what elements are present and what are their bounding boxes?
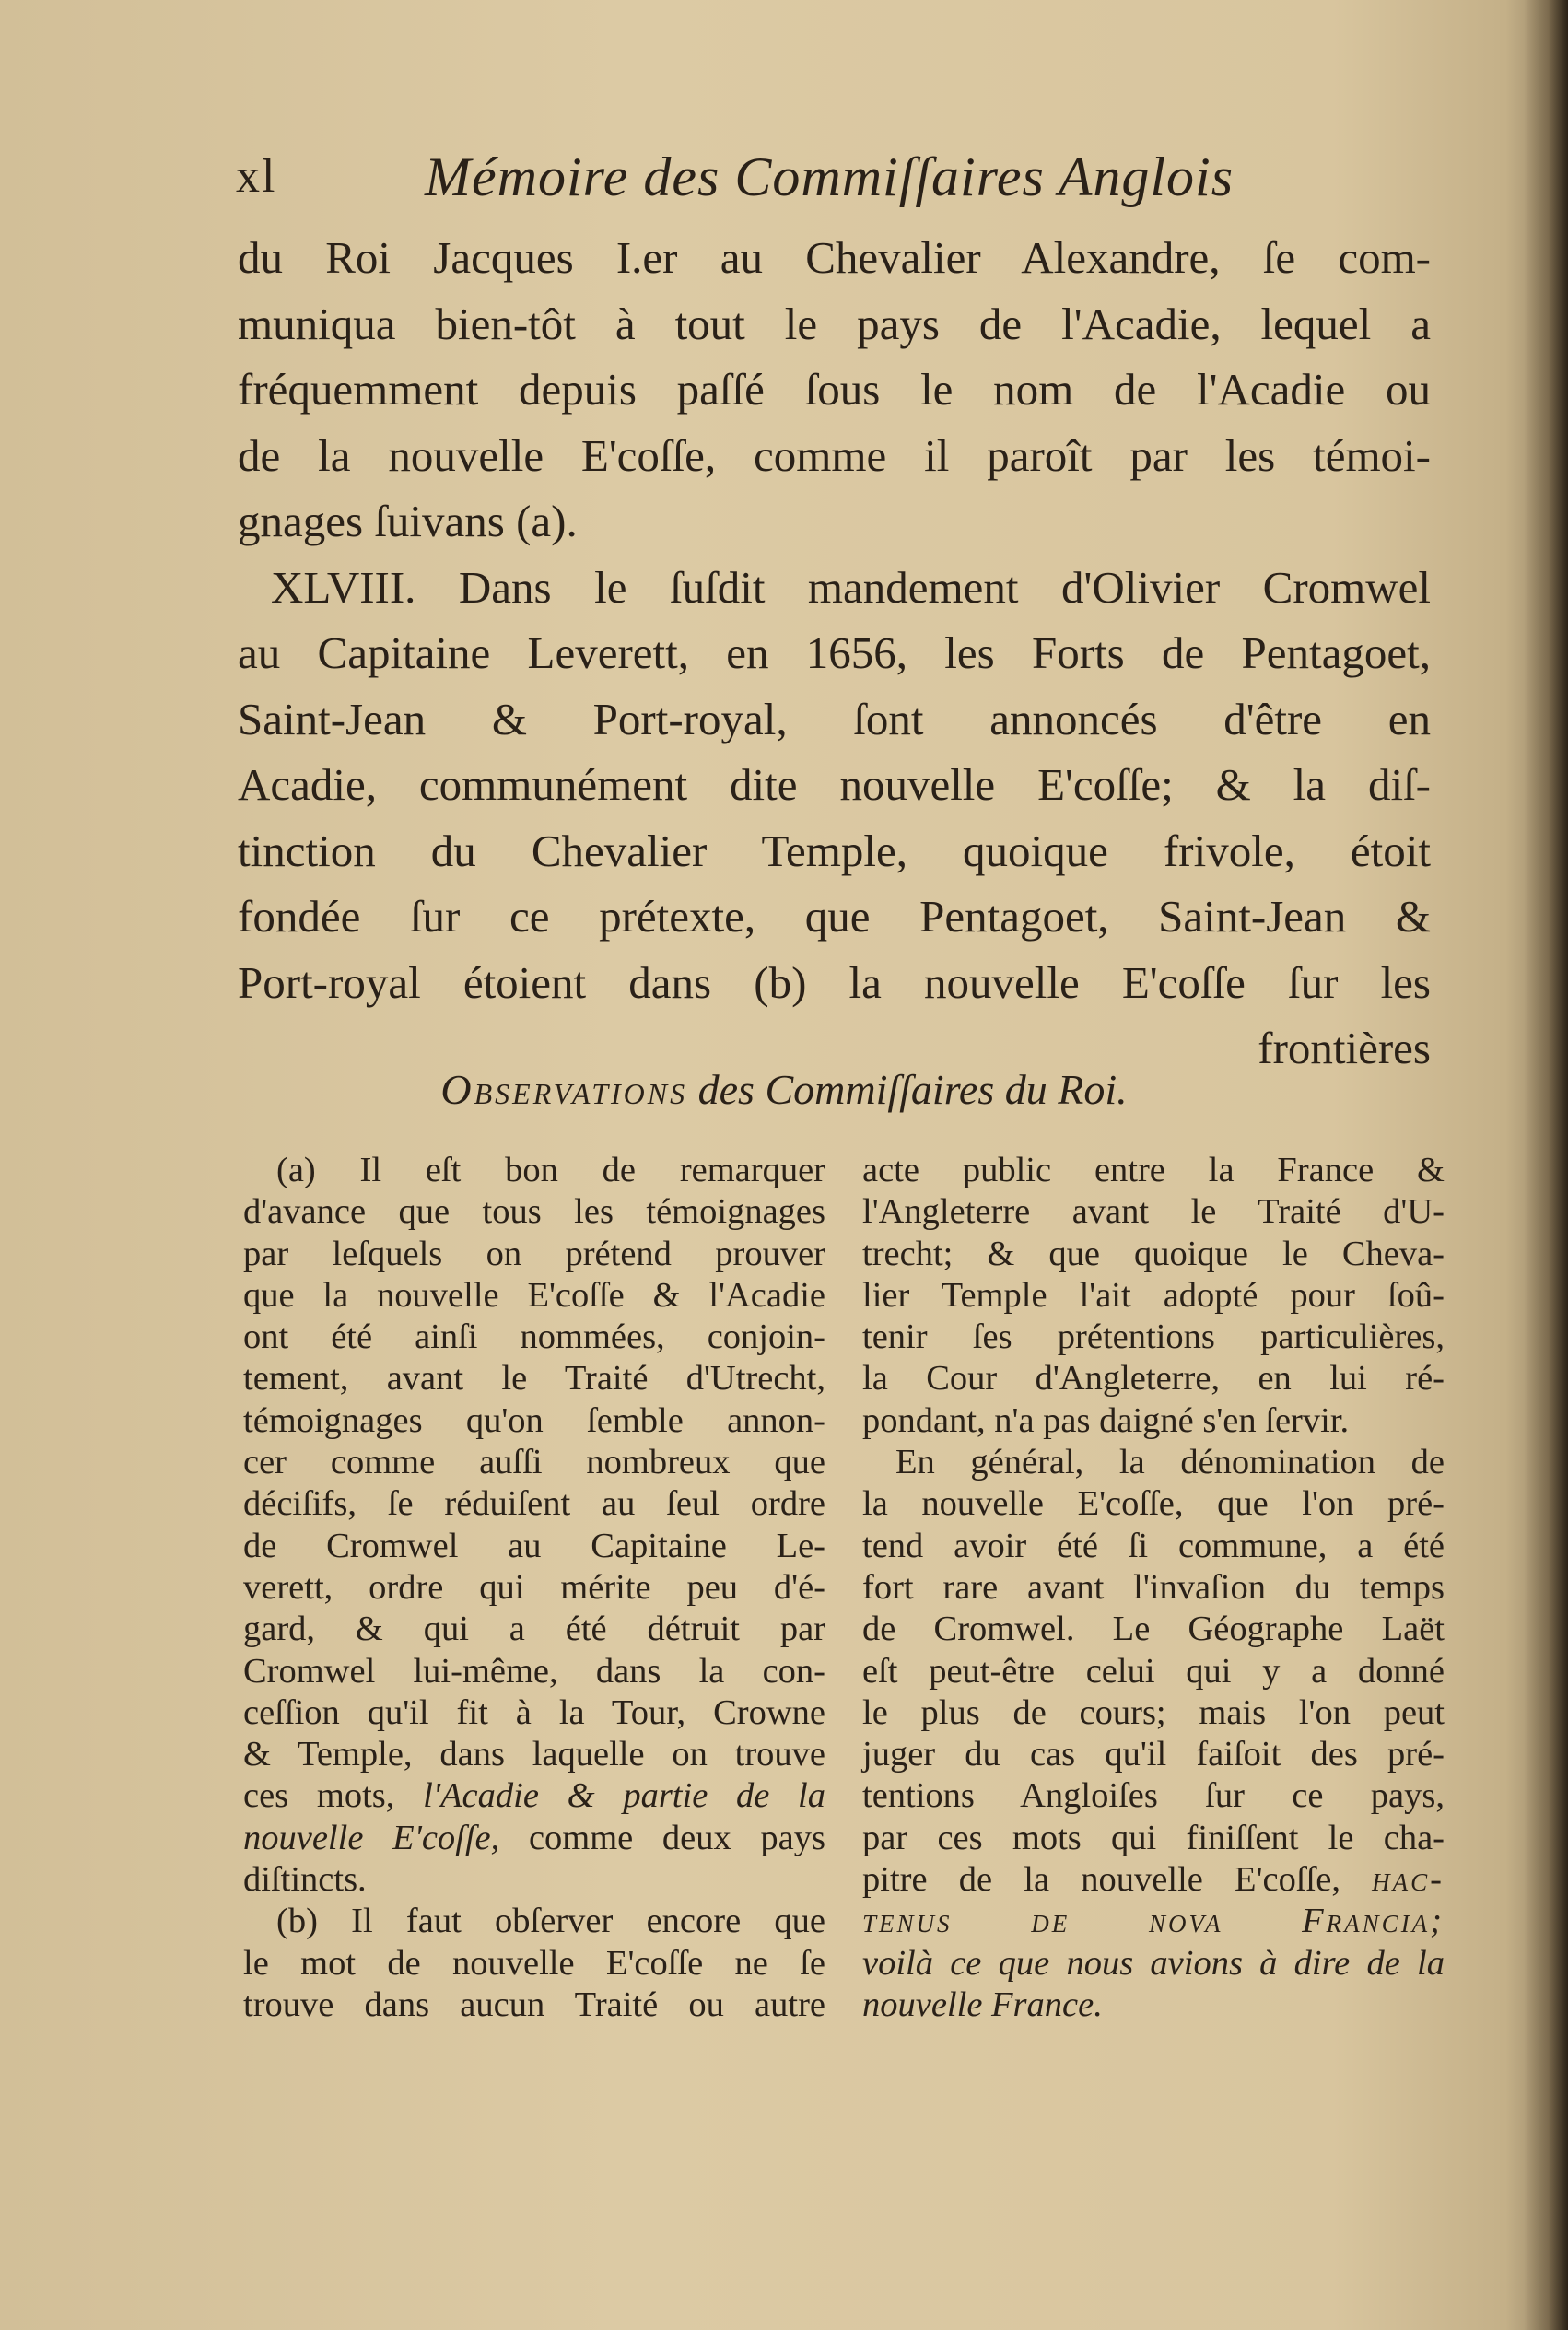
text-line: Saint-Jean & Port-royal, ſont annoncés d'être en bbox=[238, 693, 1431, 744]
text-line: XLVIII. Dans le ſuſdit mandement d'Olivier Cromwel bbox=[271, 561, 1431, 613]
text-line: tinction du Chevalier Temple, quoique frivole, étoit bbox=[238, 825, 1431, 876]
text-line: fondée ſur ce prétexte, que Pentagoet, Saint-Jean & bbox=[238, 891, 1431, 942]
note-line: (a) Il eſt bon de remarquer bbox=[276, 1151, 825, 1189]
note-line: le plus de cours; mais l'on peut bbox=[862, 1692, 1445, 1732]
note-line: la nouvelle E'coſſe, que l'on pré- bbox=[862, 1484, 1445, 1524]
note-line bbox=[243, 1818, 825, 1859]
note-line: En général, la dénomination de bbox=[895, 1443, 1445, 1482]
note-line: l'Angleterre avant le Traité d'U- bbox=[862, 1192, 1445, 1232]
text-line: fréquemment depuis paſſé ſous le nom de l'Acadie ou bbox=[238, 364, 1431, 415]
note-line: (b) Il faut obſerver encore que bbox=[276, 1902, 825, 1941]
note-line: fort rare avant l'invaſion du temps bbox=[862, 1567, 1445, 1607]
note-line: lier Temple l'ait adopté pour ſoû- bbox=[862, 1275, 1445, 1315]
note-line bbox=[862, 1859, 1445, 1901]
note-line: par leſquels on prétend prouver bbox=[243, 1234, 825, 1273]
page-number: xl bbox=[236, 150, 277, 203]
note-italic: l'Acadie & partie de la bbox=[423, 1776, 825, 1816]
note-text: pitre de la nouvelle E'coſſe, bbox=[862, 1860, 1373, 1900]
note-line: trecht; & que quoique le Cheva- bbox=[862, 1234, 1445, 1273]
note-italic: voilà ce que nous avions à dire de la bbox=[862, 1943, 1445, 1983]
note-line: ont été ainſi nommées, conjoin- bbox=[243, 1317, 825, 1357]
note-line: diſtincts. bbox=[243, 1860, 367, 1900]
text-line: de la nouvelle E'coſſe, comme il paroît par les témoi- bbox=[238, 429, 1431, 481]
note-line: tement, avant le Traité d'Utrecht, bbox=[243, 1359, 825, 1399]
note-column-left bbox=[243, 1150, 825, 2026]
note-line: déciſifs, ſe réduiſent au ſeul ordre bbox=[243, 1484, 825, 1524]
note-line: d'avance que tous les témoignages bbox=[243, 1192, 825, 1232]
text-line: Acadie, communément dite nouvelle E'coſſe; & la diſ- bbox=[238, 759, 1431, 810]
note-line: Cromwel lui-même, dans la con- bbox=[243, 1651, 825, 1691]
note-line bbox=[862, 1943, 1445, 1985]
note-line: par ces mots qui finiſſent le cha- bbox=[862, 1818, 1445, 1857]
note-text: ces mots, bbox=[243, 1776, 424, 1816]
note-line: cer comme auſſi nombreux que bbox=[243, 1443, 825, 1482]
text-line: gnages ſuivans (a). bbox=[238, 496, 578, 546]
note-line: trouve dans aucun Traité ou autre bbox=[243, 1985, 825, 2024]
note-line: tenir ſes prétentions particulières, bbox=[862, 1317, 1445, 1357]
note-italic: nouvelle E'coſſe, bbox=[243, 1818, 500, 1857]
note-smallcaps: tenus de nova Francia; bbox=[862, 1902, 1445, 1941]
observations-heading bbox=[0, 1065, 1568, 1114]
note-italic: nouvelle France. bbox=[862, 1985, 1103, 2024]
note-smallcaps: hac- bbox=[1372, 1860, 1445, 1900]
note-line: de Cromwel. Le Géographe Laët bbox=[862, 1610, 1445, 1649]
note-line: témoignages qu'on ſemble annon- bbox=[243, 1400, 825, 1440]
note-line: acte public entre la France & bbox=[862, 1151, 1445, 1189]
page-gutter-shadow bbox=[1524, 0, 1568, 2330]
note-column-right bbox=[862, 1150, 1445, 2026]
note-line bbox=[862, 1985, 1445, 2026]
running-title: Mémoire des Commiſſaires Anglois bbox=[425, 146, 1235, 207]
note-line: la Cour d'Angleterre, en lui ré- bbox=[862, 1359, 1445, 1399]
note-line: juger du cas qu'il faiſoit des pré- bbox=[862, 1735, 1445, 1774]
note-line: tend avoir été ſi commune, a été bbox=[862, 1526, 1445, 1565]
text-line: au Capitaine Leverett, en 1656, les Forts de Pentagoet, bbox=[238, 627, 1431, 678]
note-line bbox=[243, 1775, 825, 1817]
note-line: gard, & qui a été détruit par bbox=[243, 1610, 825, 1649]
observations-heading-rest: des Commiſſaires du Roi. bbox=[687, 1066, 1128, 1113]
text-line: Port-royal étoient dans (b) la nouvelle E'coſſe ſur les bbox=[238, 956, 1431, 1008]
note-text: comme deux pays bbox=[499, 1818, 826, 1857]
note-line: verett, ordre qui mérite peu d'é- bbox=[243, 1567, 825, 1607]
observations-heading-smallcaps: Observations bbox=[440, 1066, 688, 1113]
note-line: & Temple, dans laquelle on trouve bbox=[243, 1735, 825, 1774]
note-line: le mot de nouvelle E'coſſe ne ſe bbox=[243, 1943, 825, 1983]
note-line: ceſſion qu'il fit à la Tour, Crowne bbox=[243, 1692, 825, 1732]
text-line: du Roi Jacques I.er au Chevalier Alexandre, ſe com- bbox=[238, 232, 1431, 283]
note-line: tentions Angloiſes ſur ce pays, bbox=[862, 1776, 1445, 1816]
note-line bbox=[862, 1901, 1445, 1942]
note-line: de Cromwel au Capitaine Le- bbox=[243, 1526, 825, 1565]
catchword: frontières bbox=[1258, 1023, 1431, 1073]
note-line: pondant, n'a pas daigné s'en ſervir. bbox=[862, 1400, 1350, 1440]
note-line: que la nouvelle E'coſſe & l'Acadie bbox=[243, 1275, 825, 1315]
text-line: muniqua bien-tôt à tout le pays de l'Acadie, lequel a bbox=[238, 298, 1431, 349]
note-line: eſt peut-être celui qui y a donné bbox=[862, 1651, 1445, 1691]
page-header bbox=[236, 138, 1433, 212]
main-text bbox=[238, 225, 1431, 1082]
